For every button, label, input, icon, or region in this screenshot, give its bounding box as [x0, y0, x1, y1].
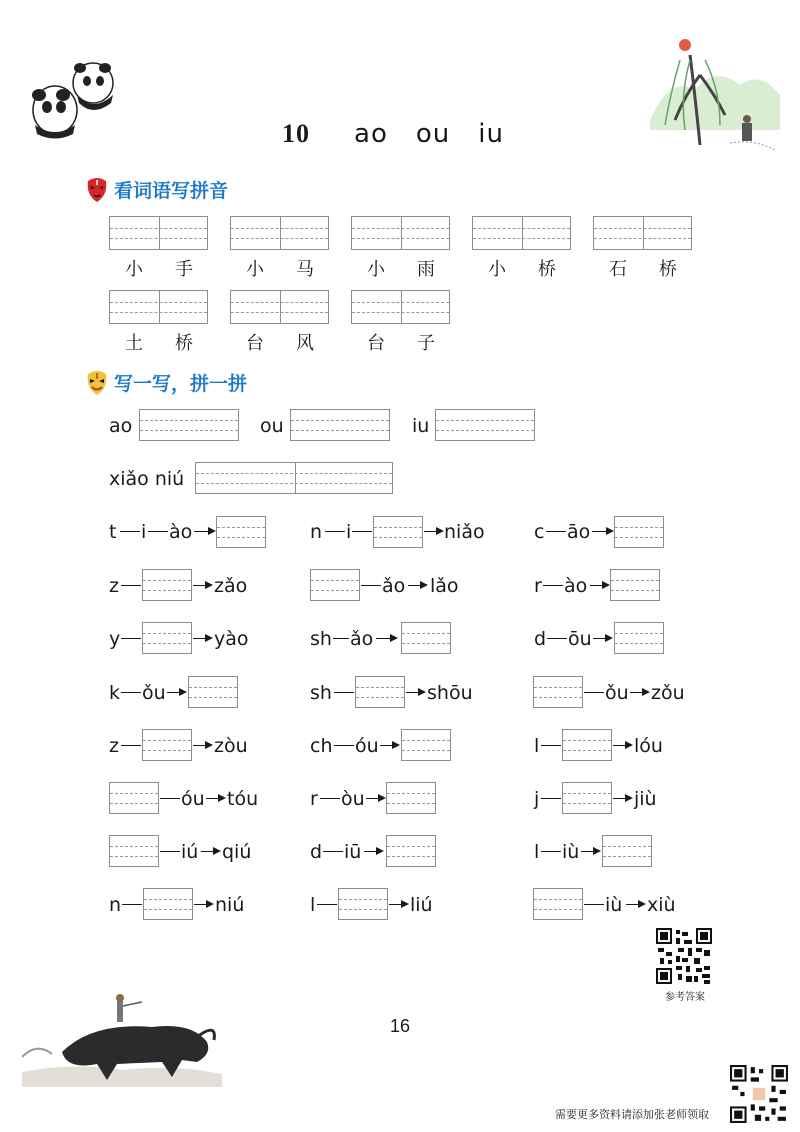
answer-qr-code[interactable] — [656, 928, 712, 984]
initial-label: n — [310, 521, 323, 543]
final-label: iū — [344, 841, 362, 863]
final-label: óu — [355, 735, 379, 757]
page-number: 16 — [389, 1016, 411, 1036]
initial-label: l — [310, 894, 316, 916]
result-label: qiú — [222, 841, 252, 863]
word-characters: 石 桥 — [609, 259, 677, 280]
answer-box[interactable] — [109, 782, 159, 814]
answer-box[interactable] — [533, 888, 583, 920]
answer-box[interactable] — [614, 622, 664, 654]
answer-box[interactable] — [188, 676, 238, 708]
opera-mask-icon — [86, 370, 108, 396]
pinyin-writing-box[interactable] — [109, 290, 208, 324]
final-label: ǎo — [350, 628, 374, 650]
section-heading-2 — [86, 369, 247, 396]
result-label: xiù — [647, 894, 676, 916]
word-characters: 小 马 — [246, 259, 314, 280]
word-characters: 台 风 — [246, 333, 314, 354]
answer-box[interactable] — [109, 835, 159, 867]
result-label: tóu — [227, 788, 259, 810]
pinyin-writing-box[interactable] — [593, 216, 692, 250]
final-label: ào — [564, 575, 588, 597]
result-label: zòu — [214, 735, 248, 757]
initial-label: c — [534, 521, 545, 543]
answer-box[interactable] — [142, 729, 192, 761]
word-characters: 小 雨 — [367, 259, 435, 280]
initial-label: n — [109, 894, 122, 916]
final-label: iù — [562, 841, 580, 863]
rime-writing-box[interactable] — [290, 409, 390, 441]
initial-label: j — [534, 788, 540, 810]
result-label: yào — [214, 628, 249, 650]
section-heading-text: 看词语写拼音 — [114, 180, 229, 202]
footer-text: 需要更多资料请添加张老师领取 — [555, 1108, 709, 1121]
answer-box[interactable] — [355, 676, 405, 708]
answer-box[interactable] — [533, 676, 583, 708]
initial-label: d — [534, 628, 547, 650]
lesson-number: 10 — [282, 119, 311, 148]
title-rime: ou — [415, 119, 451, 149]
final-label: óu — [181, 788, 205, 810]
answer-box[interactable] — [614, 516, 664, 548]
final-label: ào — [169, 521, 193, 543]
pinyin-writing-box[interactable] — [109, 216, 208, 250]
lesson-title — [0, 118, 800, 149]
initial-label: l — [534, 841, 540, 863]
answer-box[interactable] — [386, 782, 436, 814]
pinyin-writing-box[interactable] — [230, 290, 329, 324]
answer-box[interactable] — [338, 888, 388, 920]
rime-label: ou — [260, 415, 284, 437]
initial-label: k — [109, 682, 121, 704]
answer-box[interactable] — [562, 729, 612, 761]
word-characters: 小 桥 — [488, 259, 556, 280]
rime-label: iu — [412, 415, 430, 437]
initial-label: z — [109, 575, 119, 597]
initial-label: y — [109, 628, 121, 650]
final-label: òu — [341, 788, 365, 810]
result-label: liú — [410, 894, 433, 916]
final-label: iù — [605, 894, 623, 916]
contact-qr-code[interactable] — [730, 1065, 788, 1123]
result-label: shōu — [427, 682, 473, 704]
initial-label: r — [534, 575, 542, 597]
final-label: ǒu — [142, 682, 166, 704]
pinyin-writing-box[interactable] — [351, 290, 450, 324]
result-label: lóu — [634, 735, 663, 757]
word-characters: 土 桥 — [125, 333, 193, 354]
result-label: lǎo — [430, 575, 459, 597]
rime-label: ao — [109, 415, 133, 437]
opera-mask-icon — [86, 177, 108, 203]
rime-writing-box[interactable] — [139, 409, 239, 441]
initial-label: sh — [310, 682, 332, 704]
answer-box[interactable] — [610, 569, 660, 601]
answer-box[interactable] — [373, 516, 423, 548]
answer-box[interactable] — [310, 569, 360, 601]
initial-label: ch — [310, 735, 333, 757]
final-label: ǒu — [605, 682, 629, 704]
answer-box[interactable] — [216, 516, 266, 548]
answer-label: 参考答案 — [665, 992, 705, 1003]
pinyin-writing-box[interactable] — [351, 216, 450, 250]
initial-label: z — [109, 735, 119, 757]
word-writing-box[interactable] — [195, 462, 393, 494]
result-label: niǎo — [444, 521, 485, 543]
initial-label: t — [109, 521, 117, 543]
initial-label: r — [310, 788, 318, 810]
title-rime: iu — [478, 119, 504, 149]
answer-box[interactable] — [142, 622, 192, 654]
pinyin-writing-box[interactable] — [472, 216, 571, 250]
answer-box[interactable] — [143, 888, 193, 920]
result-label: jiù — [634, 788, 657, 810]
medial-label: i — [141, 521, 147, 543]
answer-box[interactable] — [386, 835, 436, 867]
final-label: ǎo — [382, 575, 406, 597]
buffalo-illustration — [22, 992, 222, 1087]
initial-label: d — [310, 841, 323, 863]
result-label: zǎo — [214, 575, 248, 597]
final-label: āo — [567, 521, 591, 543]
rime-writing-box[interactable] — [435, 409, 535, 441]
section-heading-1 — [86, 176, 228, 203]
answer-box[interactable] — [142, 569, 192, 601]
final-label: ōu — [568, 628, 592, 650]
result-label: niú — [215, 894, 245, 916]
answer-box[interactable] — [401, 729, 451, 761]
word-characters: 台 子 — [367, 333, 435, 354]
final-label: iú — [181, 841, 199, 863]
initial-label: l — [534, 735, 540, 757]
answer-box[interactable] — [562, 782, 612, 814]
word-characters: 小 手 — [125, 259, 193, 280]
medial-label: i — [346, 521, 352, 543]
title-rime: ao — [354, 119, 388, 149]
word-pinyin: xiǎo niú — [109, 468, 185, 490]
answer-box[interactable] — [602, 835, 652, 867]
pinyin-writing-box[interactable] — [230, 216, 329, 250]
section-heading-text: 写一写，拼一拼 — [114, 373, 248, 395]
answer-box[interactable] — [401, 622, 451, 654]
initial-label: sh — [310, 628, 332, 650]
result-label: zǒu — [651, 682, 685, 704]
